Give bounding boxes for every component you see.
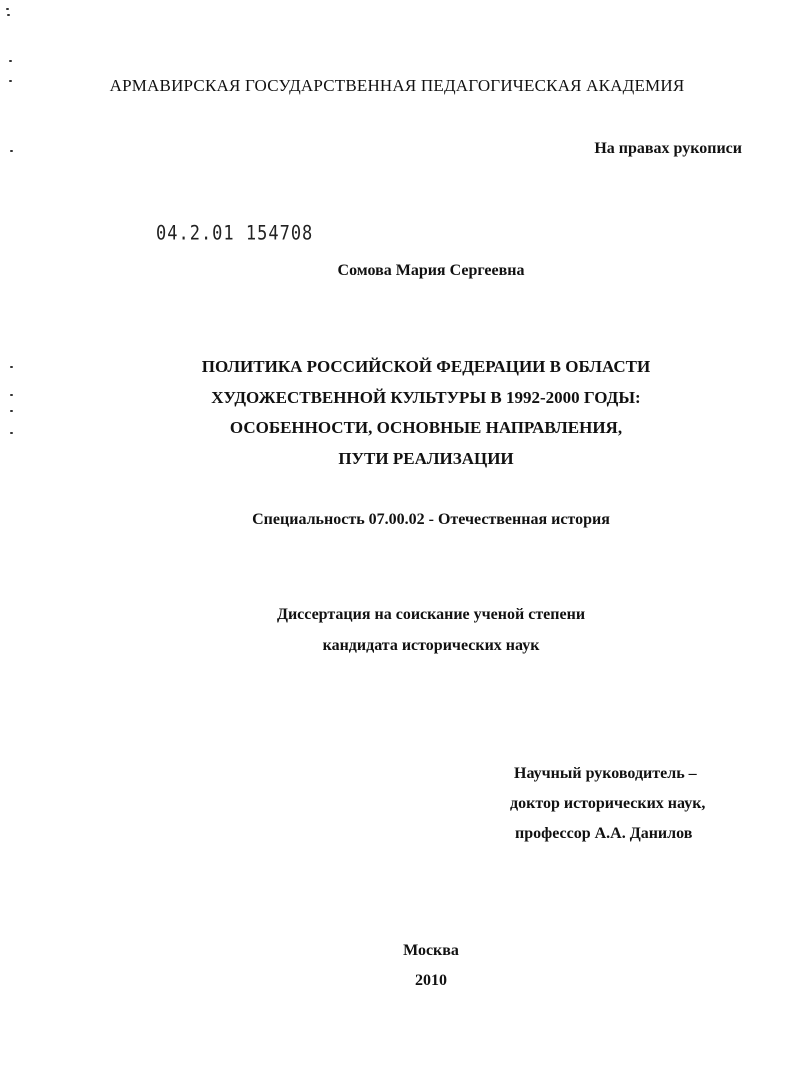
- scan-speck: [6, 8, 9, 10]
- specialty-code: Специальность 07.00.02 - Отечественная история: [252, 511, 610, 528]
- year: 2010: [415, 972, 447, 989]
- supervisor-line: профессор А.А. Данилов: [515, 825, 693, 842]
- author-name: Сомова Мария Сергеевна: [337, 262, 525, 279]
- degree-statement: [0, 599, 794, 661]
- scan-speck: [7, 14, 10, 16]
- scan-speck: [10, 150, 13, 152]
- title-line: ПУТИ РЕАЛИЗАЦИИ: [338, 448, 514, 468]
- city: Москва: [403, 942, 459, 959]
- degree-line: Диссертация на соискание ученой степени: [276, 606, 586, 623]
- supervisor-line: доктор исторических наук,: [510, 795, 706, 812]
- title-line: ХУДОЖЕСТВЕННОЙ КУЛЬТУРЫ В 1992-2000 ГОДЫ:: [211, 387, 641, 407]
- supervisor-block: [510, 759, 705, 849]
- scan-speck: [9, 60, 12, 62]
- thesis-title: [0, 352, 794, 474]
- institution-name: АРМАВИРСКАЯ ГОСУДАРСТВЕННАЯ ПЕДАГОГИЧЕСКАЯ АКАДЕМИЯ: [109, 76, 685, 95]
- title-line: ПОЛИТИКА РОССИЙСКОЙ ФЕДЕРАЦИИ В ОБЛАСТИ: [201, 357, 651, 376]
- manuscript-note: На правах рукописи: [594, 140, 742, 157]
- degree-line: кандидата исторических наук: [322, 637, 540, 654]
- supervisor-line: Научный руководитель –: [514, 765, 697, 782]
- library-stamp-number: 04.2.01 154708: [156, 222, 314, 245]
- title-line: ОСОБЕННОСТИ, ОСНОВНЫЕ НАПРАВЛЕНИЯ,: [229, 418, 623, 437]
